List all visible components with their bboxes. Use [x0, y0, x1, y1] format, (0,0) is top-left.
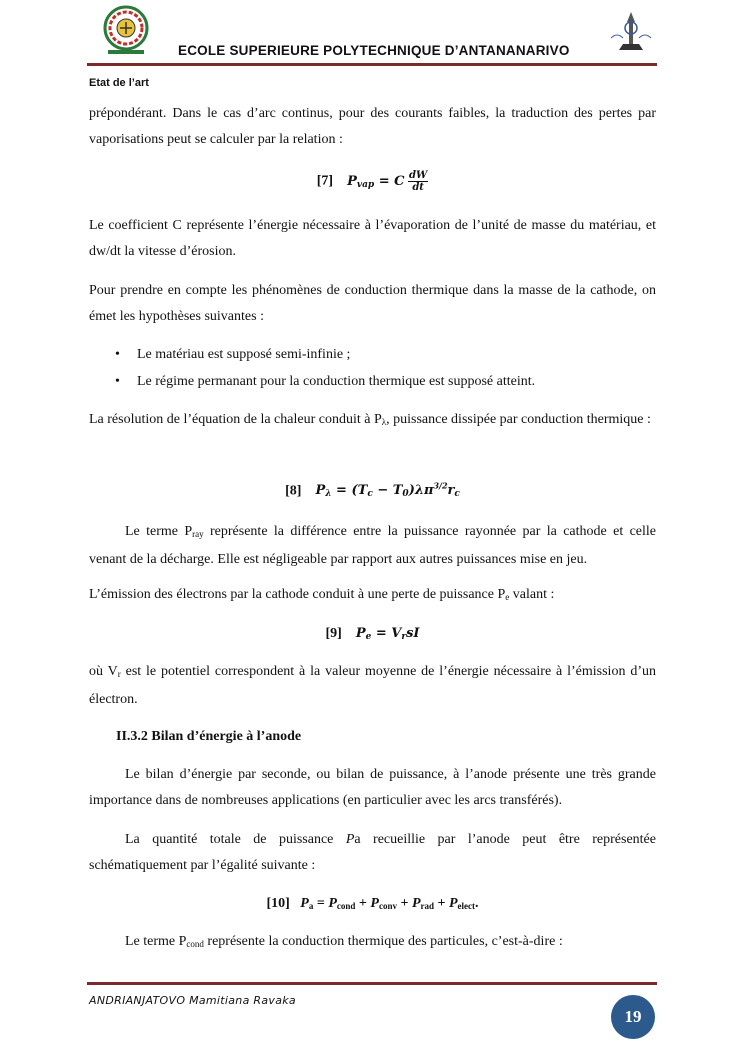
equation-8-label: [8]: [285, 483, 302, 499]
paragraph-coefficient: Le coefficient C représente l’énergie nécessaire à l’évaporation de l’unité de masse du matériau, et dw/dt la vitesse d’érosion.: [89, 218, 656, 259]
institution-title: ECOLE SUPERIEURE POLYTECHNIQUE D’ANTANANARIVO: [178, 43, 570, 58]
equation-8: [8] $P_\lambda = (T_c - T_0)\lambda\pi^{3/2}r_c$: [285, 481, 460, 500]
paragraph-heat-equation: La résolution de l’équation de la chaleur conduit à $P_\lambda$, puissance dissipée par conduction thermique :: [89, 412, 651, 427]
page-number: 19: [611, 995, 655, 1039]
paragraph-pray: Le terme $P_{ray}$ représente la différence entre la puissance rayonnée par la cathode et celle venant de la décharge. Elle est négligeable par rapport aux autres puissances mise en jeu.: [89, 524, 656, 567]
section-label: Etat de l’art: [89, 77, 149, 89]
header-rule: [87, 63, 657, 66]
paragraph-intro: prépondérant. Dans le cas d’arc continus, pour des courants faibles, la traduction des pertes par vaporisations peut se calculer par la relation :: [89, 106, 656, 147]
department-logo: [605, 8, 657, 58]
equation-7: [7] $P_{vap} = C$ $\frac{dW}{dt}$: [316, 170, 428, 193]
equation-9: [9] $P_e = V_rsI$: [325, 626, 420, 642]
espa-logo: [100, 4, 152, 56]
paragraph-hypotheses: Pour prendre en compte les phénomènes de conduction thermique dans la masse de la cathode, on émet les hypothèses suivantes :: [89, 283, 656, 324]
equation-10: [10] $P_a = P_{cond} + P_{conv} + P_{rad} + P_{elect}$.: [266, 896, 479, 911]
equation-9-label: [9]: [325, 626, 342, 641]
paragraph-pcond: Le terme $P_{cond}$ représente la conduction thermique des particules, c’est-à-dire :: [125, 934, 563, 949]
paragraph-total-power: La quantité totale de puissance Pa recueillie par l’anode peut être représentée schématiquement par l’égalité suivante :: [89, 832, 656, 873]
list-item: • Le matériau est supposé semi-infinie ;: [89, 341, 656, 368]
paragraph-energy-balance: Le bilan d’énergie par seconde, ou bilan de puissance, à l’anode présente une très grande importance dans de nombreuses applications (en particulier avec les arcs transférés).: [89, 767, 656, 808]
paragraph-emission: L’émission des électrons par la cathode conduit à une perte de puissance $P_e$ valant :: [89, 587, 555, 602]
equation-10-label: [10]: [266, 896, 290, 911]
equation-7-label: [7]: [316, 173, 334, 189]
footer-rule: [87, 982, 657, 985]
subheading-anode: II.3.2 Bilan d’énergie à l’anode: [116, 729, 302, 744]
paragraph-potential: où $V_r$ est le potentiel correspondent à la valeur moyenne de l’énergie nécessaire à l’émission d’un électron.: [89, 664, 656, 707]
list-item: • Le régime permanant pour la conduction thermique est supposé atteint.: [89, 368, 656, 395]
author-name: ANDRIANJATOVO Mamitiana Ravaka: [89, 994, 296, 1007]
hypotheses-list: [89, 341, 656, 395]
